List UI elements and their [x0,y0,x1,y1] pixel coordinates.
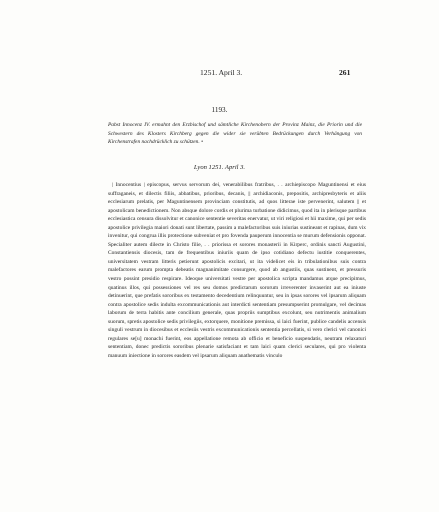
regest-summary: Pabst Innocenz IV. ermahnt den Erzbischof und sämtliche Kirchenobern der Provinz Mainz, die Priorin und die Schwestern des Klosters Kirchberg gegen die wider sie verübten Bedrückungen durch Verhängung von Kirchenstrafen nachdrücklich zu schützen. • [108,122,362,146]
dateline: Lyon 1251. April 3. [193,164,246,171]
page-number: 261 [339,68,351,77]
charter-text: | Innocentius | episcopus, servus servorum dei, venerabilibus fratribus, . . archiepiscopo Maguntinensi et eius suffraganeis, et dilectis filiis, abbatibus, prioribus, decanis, || archidiaconis, prepositis, archipresbyteris et aliis ecclesiarum prelatis, per Maguntinensem provinciam constitutis, ad quos litterae iste pervenerint, salutem || et apostolicam benedictionem. Non absque dolore cordis et plurima turbatione didicimus, quod ita in plerisque partibus ecclesiastica censura dissolvitur et canonice sententie severitas enervatur, ut viri religiosi et hii maxime, qui per sedis apostolice privilegia maiori donati sunt libertate, passim a malefactoribus suis iniurias sustineant et rapinas, dum vix invenitur, qui congrua illis protectione subveniat et pro fovenda pauperum innocentia se murum defensionis opponat. Specialiter autem dilecte in Christo filie, . . priorissa et sorores monasterii in Kirperc, ordinis sancti Augustini, Constantiensis diocesis, tam de frequentibus iniuriis quam de ipso cotidiano defectu iustitie conquerentes, universitatem vestram litteris petierunt apostolicis excitari, ut ita videlicet eis in tribulationibus suis contra malefactores earum prompta debeatis magnanimitate consurgere, quod ab angustiis, quas sustinent, et pressuris vestro possint presidio respirare. Ideoque universitati vestre per apostolica scripta mandamus atque precipimus, quatinus illos, qui possessiones vel res seu domos predictarum sororum irreverenter invaserint aut ea iniuste detinuerint, que prefatis sororibus ex testamento decedentium relinquuntur, seu in ipsas sorores vel ipsarum aliquam contra apostolice sedis indulta excommunicationis aut interdicti sententiam presumpserint promulgare, vel decimas laborum de terra habitis ante concilium generale, quas propriis sumptibus excolunt, seu nutrimentis animalium suorum, spretis apostolice sedis privilegiis, extorquere, monitione premissa, si laici fuerint, publice candelis accensis singuli vestrum in diocesibus et ecclesiis vestris excommunicationis sententia percellatis, si vero clerici vel canonici regulares se[u] monachi fuerint, eos appellatione remota ab officio et beneficio suspendatis, neutram relaxaturi sententiam, donec predictis sororibus plenarie satisfaciant et tam laici quam clerici seculares, qui pro violenta manuum iniectione in sorores easdem vel ipsarum aliquam anathematis vinculo [108,182,366,359]
running-head-date: 1251. April 3. [200,68,243,77]
document-number: 1193. [211,106,228,114]
running-head [0,68,439,80]
